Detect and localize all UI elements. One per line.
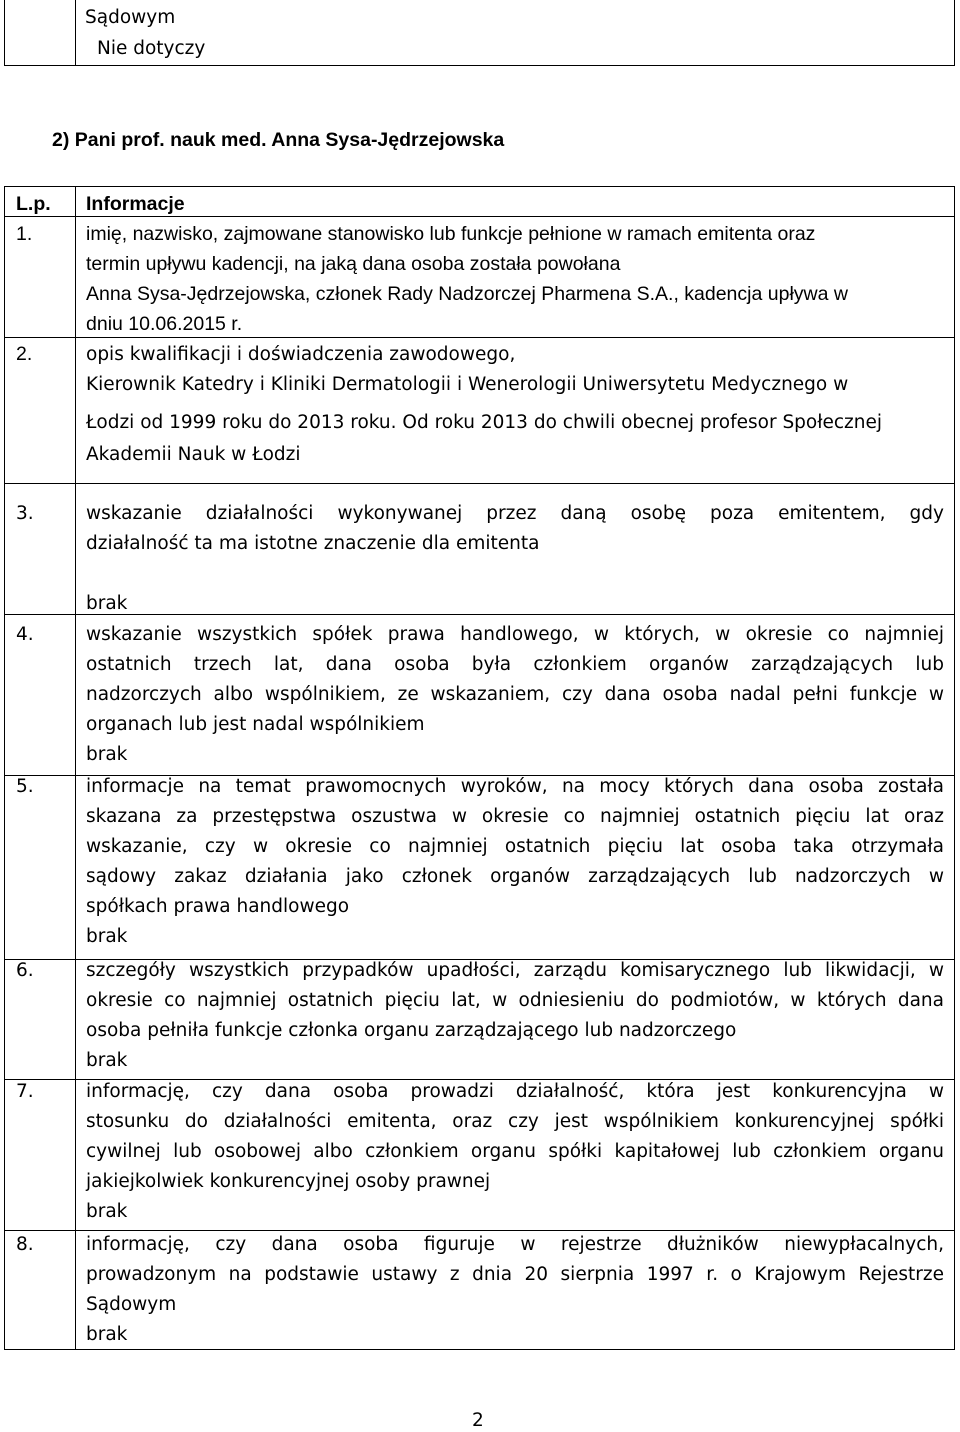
text-line: opis kwalifikacji i doświadczenia zawodowego, bbox=[86, 344, 516, 365]
text-line: Kierownik Katedry i Kliniki Dermatologii i Wenerologii Uniwersytetu Medycznego w bbox=[86, 374, 849, 395]
text-line: imię, nazwisko, zajmowane stanowisko lub funkcje pełnione w ramach emitenta oraz bbox=[86, 223, 816, 245]
row-number: 4. bbox=[16, 624, 34, 645]
text-line: Łodzi od 1999 roku do 2013 roku. Od roku 2013 do chwili obecnej profesor Społecznej bbox=[86, 412, 883, 433]
text-line: wskazanie, czy w okresie co najmniej ostatnich pięciu lat osoba taka otrzymała bbox=[86, 836, 944, 857]
text-line: organach lub jest nadal wspólnikiem bbox=[86, 714, 425, 735]
text-line: prowadzonym na podstawie ustawy z dnia 20 sierpnia 1997 r. o Krajowym Rejestrze bbox=[86, 1264, 944, 1285]
text-line: informację, czy dana osoba prowadzi działalność, która jest konkurencyjna w bbox=[86, 1081, 944, 1102]
text-line: stosunku do działalności emitenta, oraz czy jest wspólnikiem konkurencyjnej spółki bbox=[86, 1111, 944, 1132]
text-line: informacje na temat prawomocnych wyroków, na mocy których dana osoba została bbox=[86, 776, 944, 797]
text-line: brak bbox=[86, 744, 128, 765]
row-divider bbox=[5, 337, 954, 338]
previous-table-fragment bbox=[4, 0, 955, 66]
text-line: dniu 10.06.2015 r. bbox=[86, 313, 243, 335]
text-line: brak bbox=[86, 593, 128, 614]
text-line: brak bbox=[86, 926, 128, 947]
row-number: 6. bbox=[16, 960, 34, 981]
row-divider bbox=[5, 483, 954, 484]
text-line: sądowy zakaz działania jako członek organów zarządzających lub nadzorczych w bbox=[86, 866, 944, 887]
text-line: Anna Sysa-Jędrzejowska, członek Rady Nadzorczej Pharmena S.A., kadencja upływa w bbox=[86, 283, 848, 305]
column-divider bbox=[75, 0, 76, 65]
text-line: Sądowym bbox=[86, 1294, 177, 1315]
text-line: brak bbox=[86, 1201, 128, 1222]
header-informacje: Informacje bbox=[86, 193, 185, 215]
text-line: nadzorczych albo wspólnikiem, ze wskazaniem, czy dana osoba nadal pełni funkcje w bbox=[86, 684, 944, 705]
header-lp: L.p. bbox=[16, 193, 51, 215]
text-line: osoba pełniła funkcje członka organu zarządzającego lub nadzorczego bbox=[86, 1020, 737, 1041]
text-line: informację, czy dana osoba figuruje w rejestrze dłużników niewypłacalnych, bbox=[86, 1234, 944, 1255]
row-divider bbox=[5, 216, 954, 217]
fragment-text-line: Nie dotyczy bbox=[97, 38, 206, 59]
text-line: wskazanie działalności wykonywanej przez daną osobę poza emitentem, gdy bbox=[86, 503, 944, 524]
person-heading: 2) Pani prof. nauk med. Anna Sysa-Jędrzejowska bbox=[52, 129, 505, 151]
information-table bbox=[4, 186, 955, 1350]
text-line: brak bbox=[86, 1324, 128, 1345]
text-line: Akademii Nauk w Łodzi bbox=[86, 444, 301, 465]
text-line: brak bbox=[86, 1050, 128, 1071]
row-number: 7. bbox=[16, 1081, 34, 1102]
page-number: 2 bbox=[472, 1410, 484, 1431]
text-line: termin upływu kadencji, na jaką dana osoba została powołana bbox=[86, 253, 621, 275]
row-number: 2. bbox=[16, 343, 33, 365]
text-line: cywilnej lub osobowej albo członkiem organu spółki kapitałowej lub członkiem organu bbox=[86, 1141, 944, 1162]
row-divider bbox=[5, 1079, 954, 1080]
column-divider bbox=[75, 187, 76, 1349]
text-line: ostatnich trzech lat, dana osoba była członkiem organów zarządzających lub bbox=[86, 654, 944, 675]
row-number: 5. bbox=[16, 776, 34, 797]
text-line: jakiejkolwiek konkurencyjnej osoby prawnej bbox=[86, 1171, 491, 1192]
row-number: 1. bbox=[16, 223, 33, 245]
text-line: szczegóły wszystkich przypadków upadłości, zarządu komisarycznego lub likwidacji, w bbox=[86, 960, 944, 981]
text-line: wskazanie wszystkich spółek prawa handlowego, w których, w okresie co najmniej bbox=[86, 624, 944, 645]
row-divider bbox=[5, 1230, 954, 1231]
row-number: 3. bbox=[16, 503, 34, 524]
text-line: skazana za przestępstwa oszustwa w okresie co najmniej ostatnich pięciu lat oraz bbox=[86, 806, 944, 827]
text-line: działalność ta ma istotne znaczenie dla emitenta bbox=[86, 533, 540, 554]
row-number: 8. bbox=[16, 1234, 34, 1255]
text-line: spółkach prawa handlowego bbox=[86, 896, 350, 917]
text-line: okresie co najmniej ostatnich pięciu lat, w odniesieniu do podmiotów, w których dana bbox=[86, 990, 944, 1011]
row-divider bbox=[5, 614, 954, 615]
fragment-text-line: Sądowym bbox=[85, 7, 176, 28]
